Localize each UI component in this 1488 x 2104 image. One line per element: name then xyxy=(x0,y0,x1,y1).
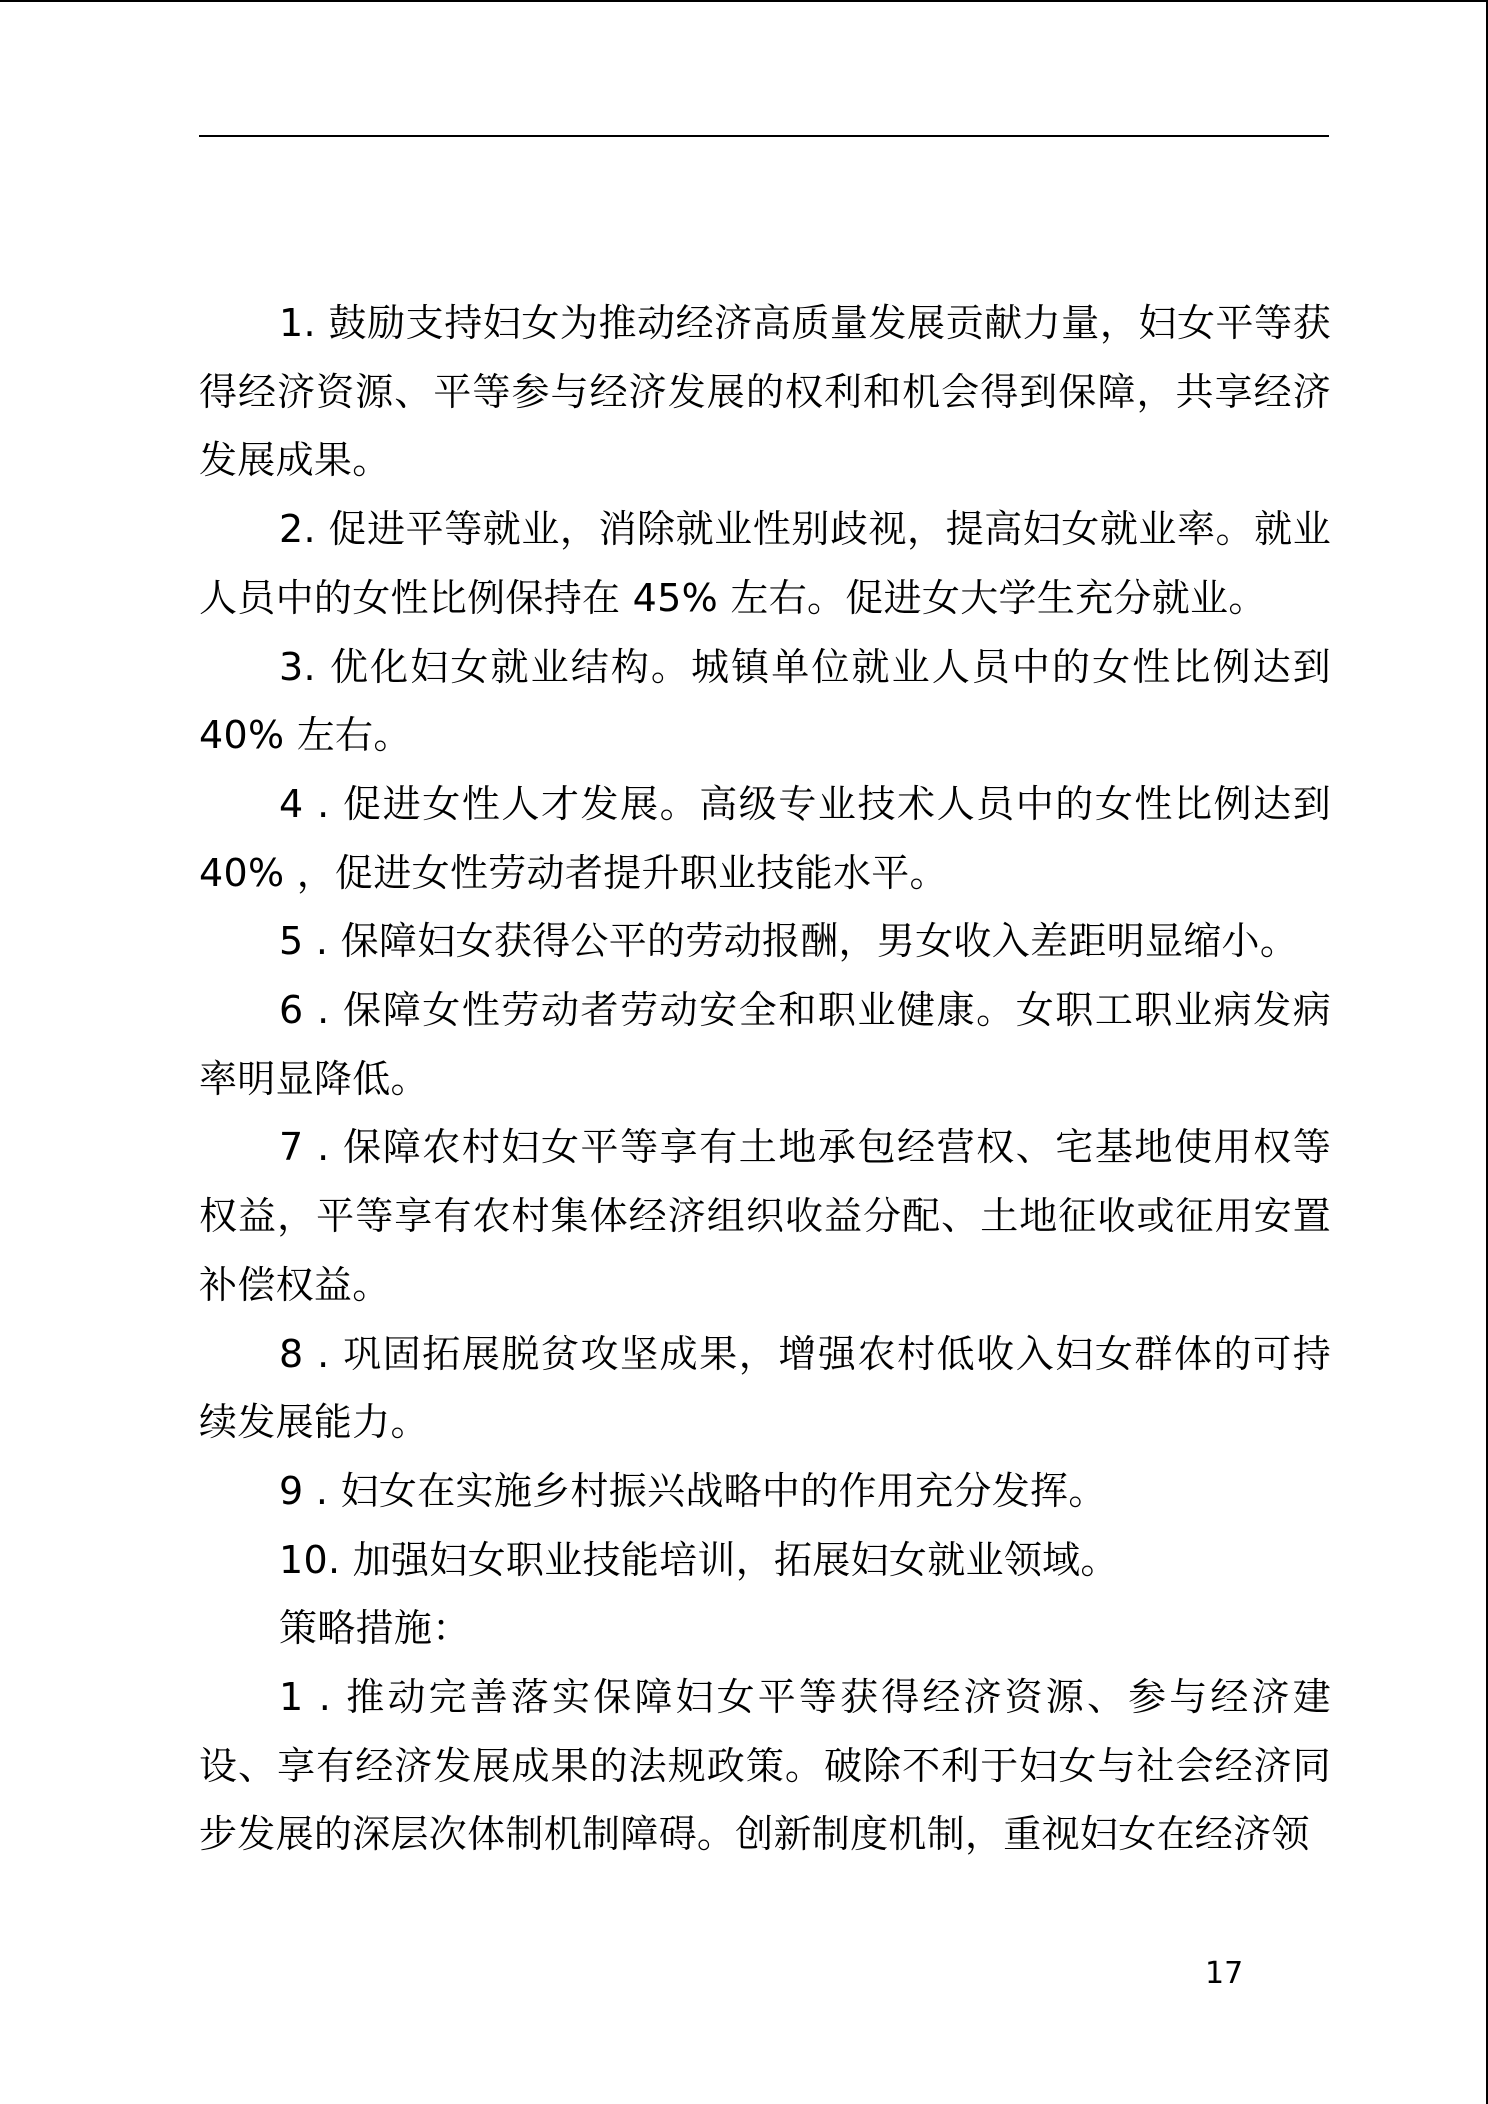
header-rule xyxy=(199,135,1329,137)
goal-5-paragraph: 5 . 保障妇女获得公平的劳动报酬，男女收入差距明显缩小。 xyxy=(279,919,1299,964)
goal-6-paragraph: 6 . 保障女性劳动者劳动安全和职业健康。女职工职业病发病率明显降低。 xyxy=(199,988,1331,1101)
measure-1-paragraph: 1 . 推动完善落实保障妇女平等获得经济资源、参与经济建设、享有经济发展成果的法规政策。破除不利于妇女与社会经济同步发展的深层次体制机制障碍。创新制度机制，重视妇女在经济领 xyxy=(199,1675,1331,1857)
goal-9-paragraph: 9 . 妇女在实施乡村振兴战略中的作用充分发挥。 xyxy=(279,1468,1107,1513)
goal-10-paragraph: 10. 加强妇女职业技能培训，拓展妇女就业领域。 xyxy=(279,1537,1119,1582)
goal-7-paragraph: 7 . 保障农村妇女平等享有土地承包经营权、宅基地使用权等权益，平等享有农村集体经济组织收益分配、土地征收或征用安置补偿权益。 xyxy=(199,1125,1331,1307)
page-number: 17 xyxy=(1205,1956,1244,1991)
body-text xyxy=(199,289,1331,1869)
goal-4-paragraph: 4 . 促进女性人才发展。高级专业技术人员中的女性比例达到 40% ，促进女性劳动者提升职业技能水平。 xyxy=(199,781,1331,895)
goal-1-paragraph: 1. 鼓励支持妇女为推动经济高质量发展贡献力量，妇女平等获得经济资源、平等参与经济发展的权利和机会得到保障，共享经济发展成果。 xyxy=(199,301,1331,483)
goal-8-paragraph: 8 . 巩固拓展脱贫攻坚成果，增强农村低收入妇女群体的可持续发展能力。 xyxy=(199,1331,1331,1445)
measures-heading: 策略措施： xyxy=(279,1606,471,1651)
goal-2-paragraph: 2. 促进平等就业，消除就业性别歧视，提高妇女就业率。就业人员中的女性比例保持在 45% 左右。促进女大学生充分就业。 xyxy=(199,507,1331,620)
goal-3-paragraph: 3. 优化妇女就业结构。城镇单位就业人员中的女性比例达到 40% 左右。 xyxy=(199,644,1331,758)
